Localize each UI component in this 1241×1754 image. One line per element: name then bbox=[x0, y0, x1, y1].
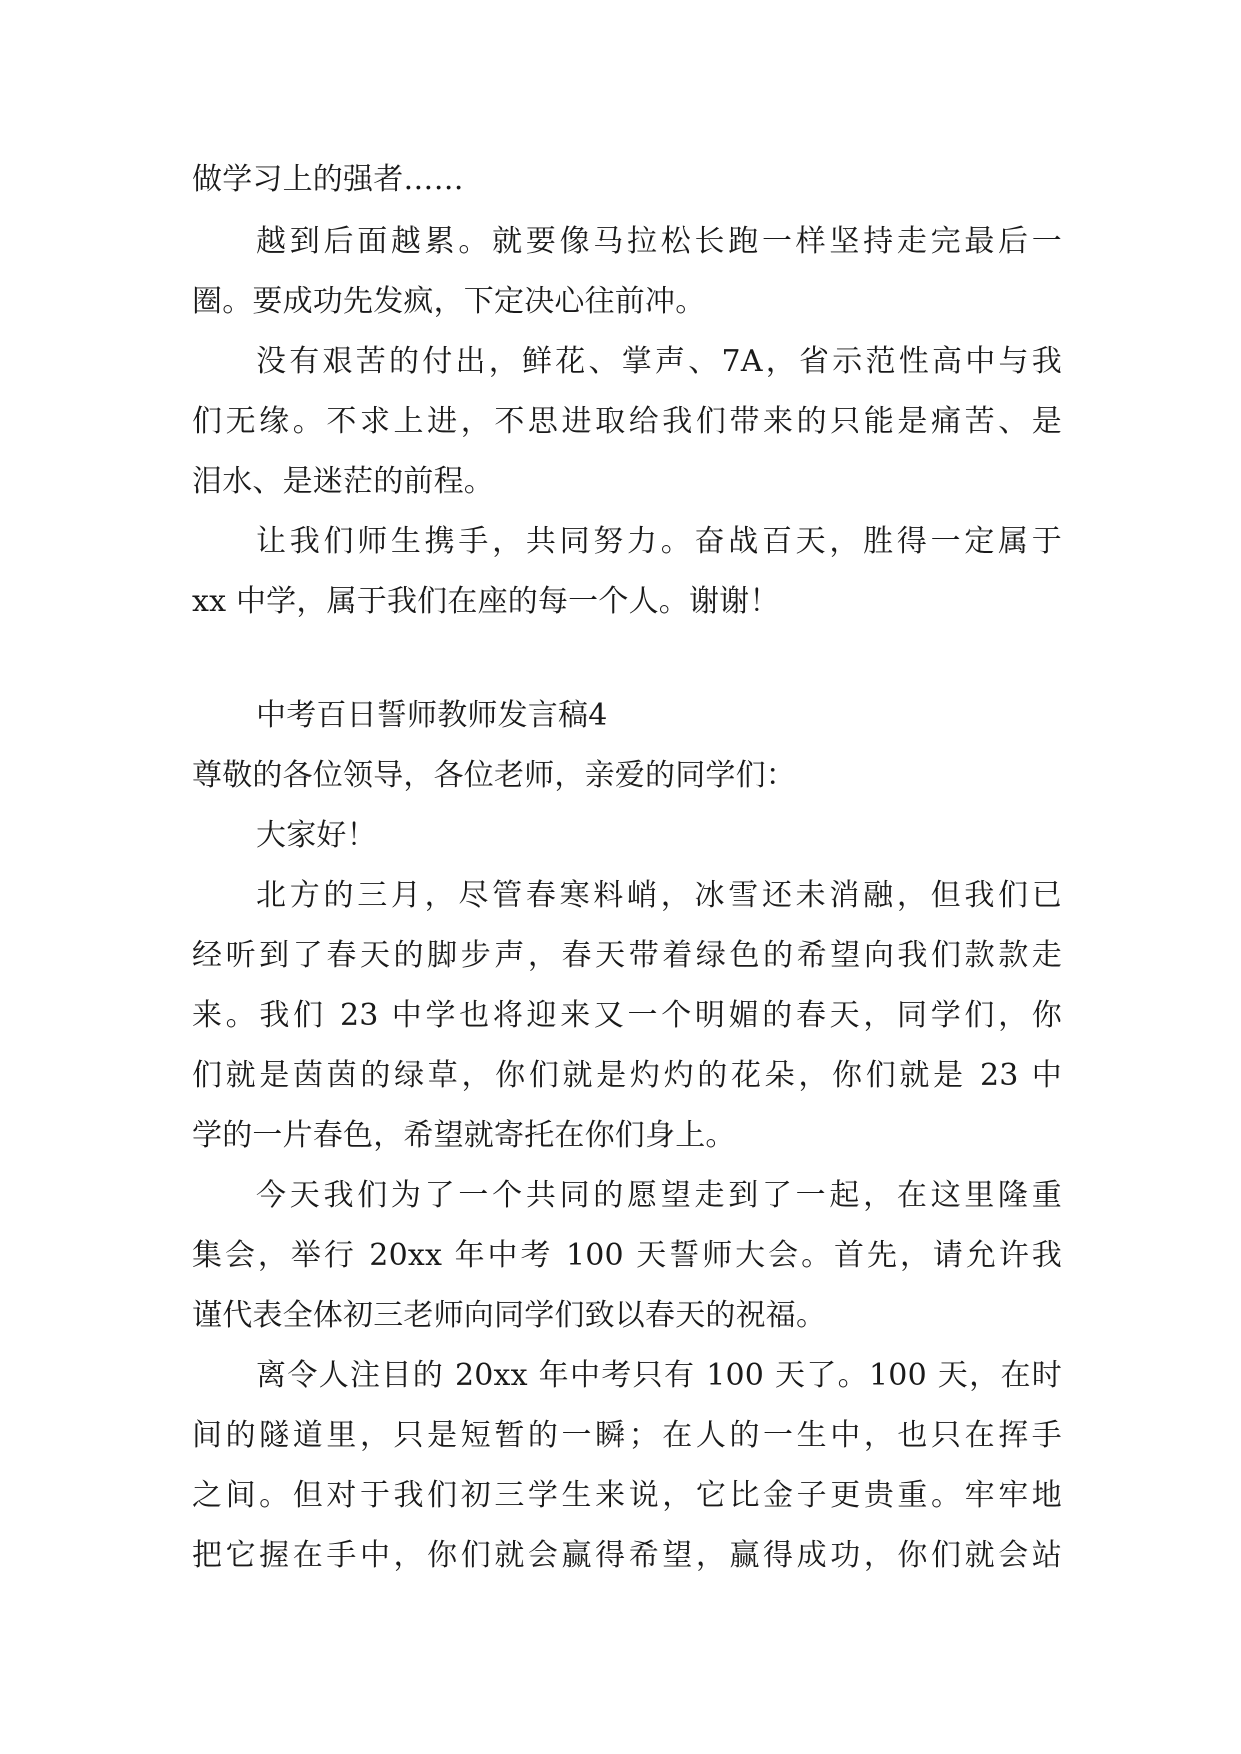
salutation: 尊敬的各位领导，各位老师，亲爱的同学们： bbox=[192, 758, 796, 793]
text-line: 谨代表全体初三老师向同学们致以春天的祝福。 bbox=[192, 1298, 827, 1333]
text-line: 北方的三月，尽管春寒料峭，冰雪还未消融，但我们已 bbox=[256, 878, 1062, 913]
text-line: 越到后面越累。就要像马拉松长跑一样坚持走完最后一 bbox=[256, 224, 1062, 259]
greeting: 大家好！ bbox=[256, 818, 377, 853]
text-line: xx 中学，属于我们在座的每一个人。谢谢！ bbox=[192, 584, 780, 619]
text-line: 经听到了春天的脚步声，春天带着绿色的希望向我们款款走 bbox=[192, 938, 1062, 973]
text-line: 让我们师生携手，共同努力。奋战百天，胜得一定属于 bbox=[256, 524, 1062, 559]
text-line: 做学习上的强者…… bbox=[192, 162, 464, 197]
section-title: 中考百日誓师教师发言稿4 bbox=[256, 698, 608, 733]
text-line: 集会，举行 20xx 年中考 100 天誓师大会。首先，请允许我 bbox=[192, 1238, 1062, 1273]
text-line: 来。我们 23 中学也将迎来又一个明媚的春天，同学们，你 bbox=[192, 998, 1062, 1033]
text-line: 圈。要成功先发疯，下定决心往前冲。 bbox=[192, 284, 706, 319]
text-line: 没有艰苦的付出，鲜花、掌声、7A，省示范性高中与我 bbox=[256, 344, 1062, 379]
text-line: 泪水、是迷茫的前程。 bbox=[192, 464, 494, 499]
text-line: 今天我们为了一个共同的愿望走到了一起，在这里隆重 bbox=[256, 1178, 1062, 1213]
text-line: 间的隧道里，只是短暂的一瞬；在人的一生中，也只在挥手 bbox=[192, 1418, 1062, 1453]
text-line: 们无缘。不求上进，不思进取给我们带来的只能是痛苦、是 bbox=[192, 404, 1062, 439]
text-line: 把它握在手中，你们就会赢得希望，赢得成功，你们就会站 bbox=[192, 1538, 1062, 1573]
text-line: 们就是茵茵的绿草，你们就是灼灼的花朵，你们就是 23 中 bbox=[192, 1058, 1062, 1093]
text-line: 学的一片春色，希望就寄托在你们身上。 bbox=[192, 1118, 736, 1153]
text-line: 之间。但对于我们初三学生来说，它比金子更贵重。牢牢地 bbox=[192, 1478, 1062, 1513]
text-line: 离令人注目的 20xx 年中考只有 100 天了。100 天，在时 bbox=[256, 1358, 1062, 1393]
